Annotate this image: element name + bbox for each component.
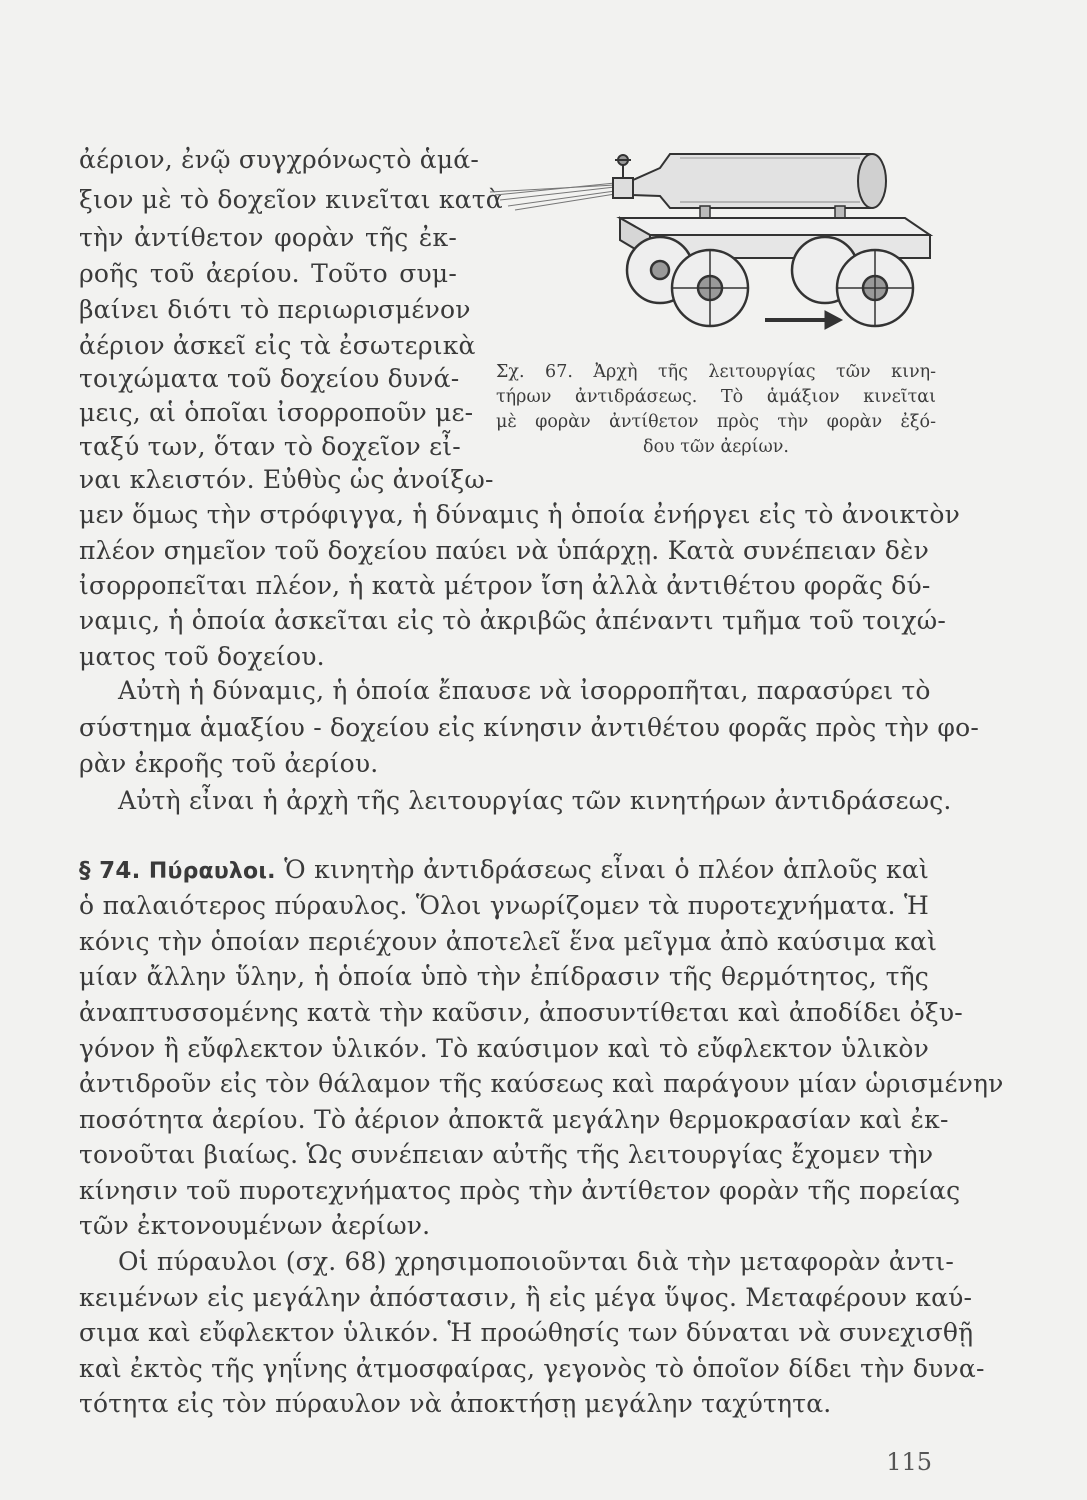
text-line: σύστημα ἁμαξίου - δοχείου εἰς κίνησιν ἀντιθέτου φορᾶς πρὸς τὴν φο- xyxy=(79,713,980,742)
section-number: § 74. xyxy=(79,858,141,884)
gas-tank xyxy=(633,154,886,208)
text-line: σιμα καὶ εὔφλεκτον ὑλικόν. Ἡ προώθησίς των δύναται νὰ συνεχισθῇ xyxy=(79,1318,974,1347)
gas-jet-lines xyxy=(490,183,615,210)
text-line: τῶν ἐκτονουμένων ἀερίων. xyxy=(79,1211,431,1240)
text-line: ροῆς τοῦ ἀερίου. Τοῦτο συμ- xyxy=(79,259,457,288)
text-line: ναμις, ἡ ὁποία ἀσκεῖται εἰς τὸ ἀκριβῶς ἀπέναντι τμῆμα τοῦ τοιχώ- xyxy=(79,606,946,635)
caption-line: Σχ. 67. Ἀρχὴ τῆς λειτουργίας τῶν κινη- xyxy=(496,362,936,382)
text-line: βαίνει διότι τὸ περιωρισμένον xyxy=(79,295,471,324)
text-line: μίαν ἄλλην ὕλην, ἡ ὁποία ὑπὸ τὴν ἐπίδρασιν τῆς θερμότητος, τῆς xyxy=(79,962,929,991)
text-line: ἀέριον, ἐνῷ συγχρόνωςτὸ ἁμά- xyxy=(79,145,479,174)
text-line: ἀναπτυσσομένης κατὰ τὴν καῦσιν, ἀποσυντίθεται καὶ ἀποδίδει ὀξυ- xyxy=(79,998,963,1027)
text-line: ἰσορροπεῖται πλέον, ἡ κατὰ μέτρον ἴση ἀλλὰ ἀντιθέτου φορᾶς δύ- xyxy=(79,571,931,600)
text-line: κόνις τὴν ὁποίαν περιέχουν ἀποτελεῖ ἕνα μεῖγμα ἀπὸ καύσιμα καὶ xyxy=(79,927,938,956)
text-line: κίνησιν τοῦ πυροτεχνήματος πρὸς τὴν ἀντίθετον φορὰν τῆς πορείας xyxy=(79,1176,961,1205)
text-line: καὶ ἐκτὸς τῆς γηΐνης ἀτμοσφαίρας, γεγονὸς τὸ ὁποῖον δίδει τὴν δυνα- xyxy=(79,1354,985,1383)
text-line: ξιον μὲ τὸ δοχεῖον κινεῖται κατὰ xyxy=(79,185,503,214)
text-line: ἀντιδροῦν εἰς τὸν θάλαμον τῆς καύσεως καὶ παράγουν μίαν ὡρισμένην xyxy=(79,1069,1004,1098)
text-line: ταξύ των, ὅταν τὸ δοχεῖον εἶ- xyxy=(79,432,461,461)
caption-line: μὲ φορὰν ἀντίθετον πρὸς τὴν φορὰν ἐξό- xyxy=(496,412,936,432)
text-line: ἀέριον ἀσκεῖ εἰς τὰ ἐσωτερικὰ xyxy=(79,331,476,360)
text-line: μεν ὅμως τὴν στρόφιγγα, ἡ δύναμις ἡ ὁποία ἐνήργει εἰς τὸ ἀνοικτὸν xyxy=(79,500,960,529)
caption-line: δου τῶν ἀερίων. xyxy=(643,437,789,457)
text-line: τονοῦται βιαίως. Ὡς συνέπειαν αὐτῆς τῆς λειτουργίας ἔχομεν τὴν xyxy=(79,1140,934,1169)
text-line: ρὰν ἐκροῆς τοῦ ἀερίου. xyxy=(79,749,379,778)
section-first-line xyxy=(79,855,929,887)
text-line: ὁ παλαιότερος πύραυλος. Ὅλοι γνωρίζομεν τὰ πυροτεχνήματα. Ἡ xyxy=(79,891,929,920)
direction-arrow xyxy=(765,311,842,329)
text-line: τότητα εἰς τὸν πύραυλον νὰ ἀποκτήσῃ μεγάλην ταχύτητα. xyxy=(79,1389,832,1418)
valve xyxy=(613,155,633,198)
reaction-cart-figure xyxy=(480,140,950,350)
text-line: τοιχώματα τοῦ δοχείου δυνά- xyxy=(79,364,460,393)
page-number: 115 xyxy=(886,1448,932,1476)
text-line: ματος τοῦ δοχείου. xyxy=(79,642,325,671)
text-line: ποσότητα ἀερίου. Τὸ ἀέριον ἀποκτᾶ μεγάλην θερμοκρασίαν καὶ ἐκ- xyxy=(79,1105,949,1134)
text-line: Οἱ πύραυλοι (σχ. 68) χρησιμοποιοῦνται διὰ τὴν μεταφορὰν ἀντι- xyxy=(118,1247,955,1276)
text-line: πλέον σημεῖον τοῦ δοχείου παύει νὰ ὑπάρχῃ. Κατὰ συνέπειαν δὲν xyxy=(79,536,929,565)
text-line: γόνον ἢ εὔφλεκτον ὑλικόν. Τὸ καύσιμον καὶ τὸ εὔφλεκτον ὑλικὸν xyxy=(79,1034,929,1063)
caption-line: τήρων ἀντιδράσεως. Τὸ ἁμάξιον κινεῖται xyxy=(496,387,936,407)
text-line: ναι κλειστόν. Εὐθὺς ὡς ἀνοίξω- xyxy=(79,465,494,494)
text-line: κειμένων εἰς μεγάλην ἀπόστασιν, ἢ εἰς μέγα ὕψος. Μεταφέρουν καύ- xyxy=(79,1283,973,1312)
paragraph-3: Αὐτὴ εἶναι ἡ ἀρχὴ τῆς λειτουργίας τῶν κινητήρων ἀντιδράσεως. xyxy=(118,786,952,815)
figure-caption xyxy=(496,360,936,460)
text-line: τὴν ἀντίθετον φορὰν τῆς ἐκ- xyxy=(79,223,457,252)
section-title: Πύραυλοι. xyxy=(148,859,276,884)
text-line: Αὐτὴ ἡ δύναμις, ἡ ὁποία ἔπαυσε νὰ ἰσορροπῆται, παρασύρει τὸ xyxy=(118,676,931,705)
text-line: μεις, αἱ ὁποῖαι ἰσορροποῦν με- xyxy=(79,398,474,427)
section-first-line-text: Ὁ κινητὴρ ἀντιδράσεως εἶναι ὁ πλέον ἁπλοῦς καὶ xyxy=(284,855,929,884)
